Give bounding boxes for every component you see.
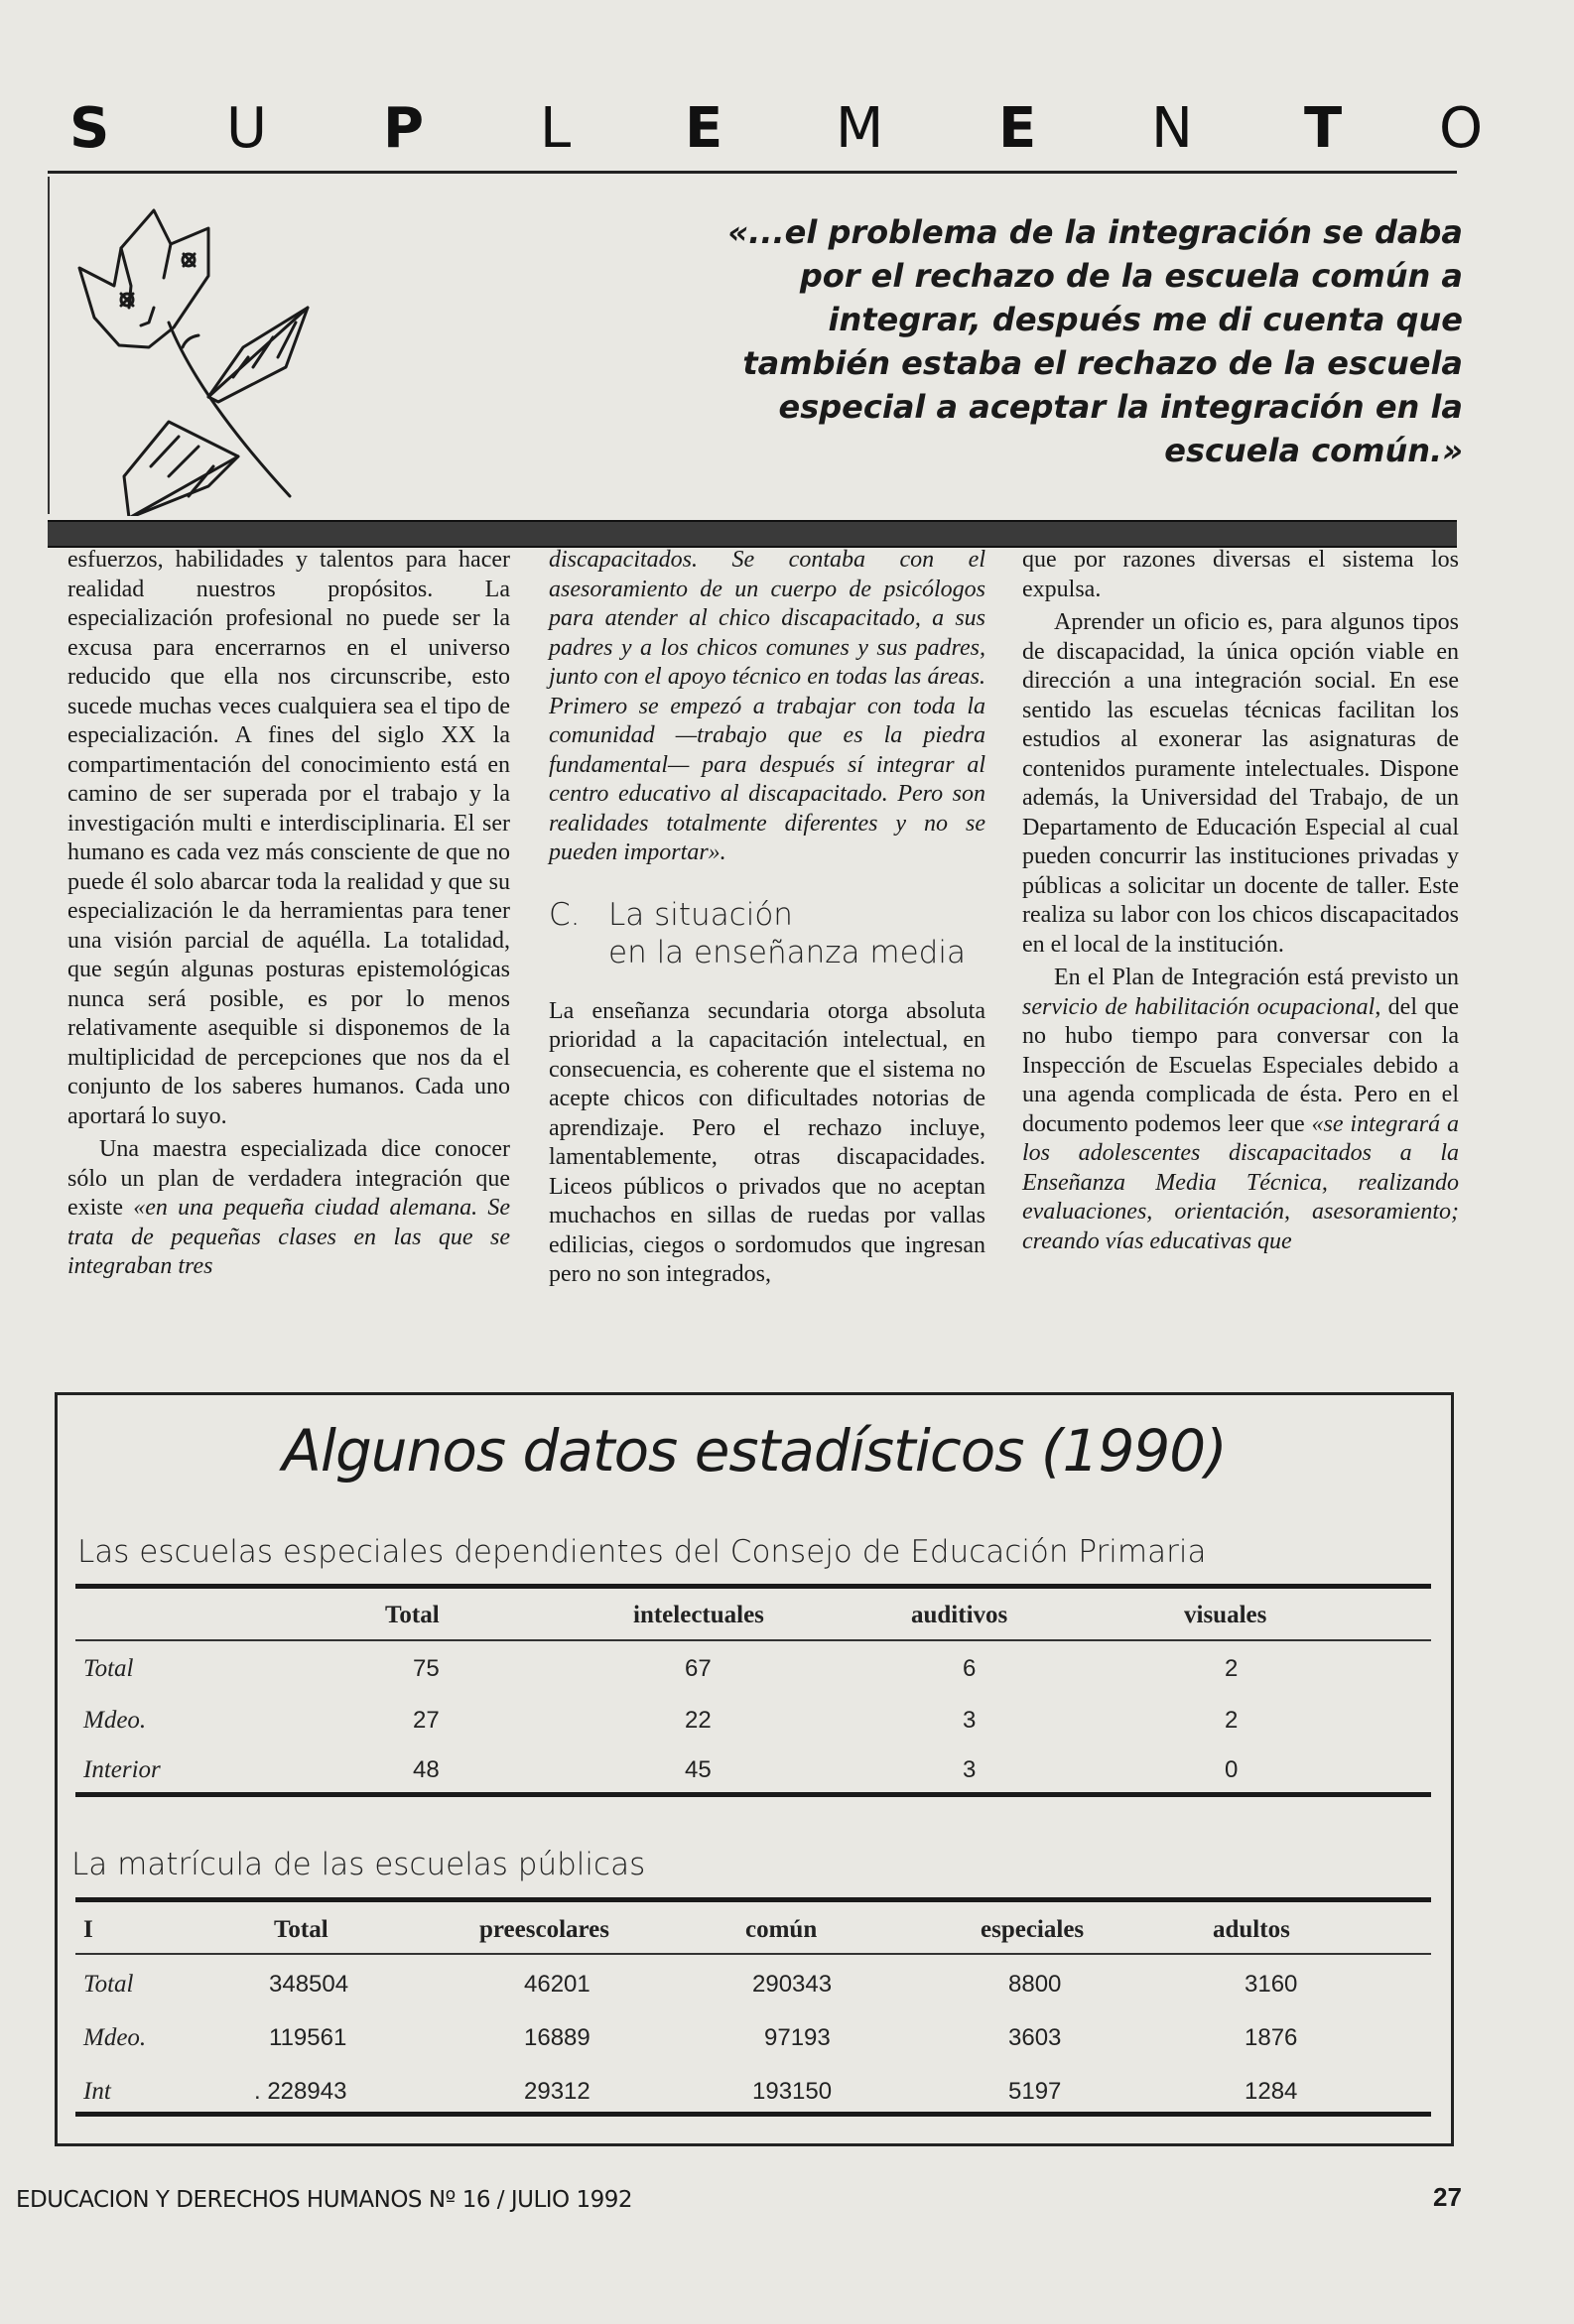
table-rule	[75, 2112, 1431, 2117]
table1-header: Total	[385, 1602, 440, 1628]
paragraph: La enseñanza secundaria otorga absoluta prioridad a la capacitación intelectual, en consecuencia, es coherente que el sistema no acepte chicos con dificultades notorias de aprendizaje. Pero el rechazo incluye, lamentablemente, otras discapacidades. Liceos públicos o privados que no aceptan muchachos en sillas de ruedas por vallas edilicias, ciegos o sordomudos que ingresan pero no son integrados,	[549, 997, 985, 1287]
table2-cell: 3603	[1008, 2024, 1062, 2051]
paragraph-text: , del que no hubo tiempo para conversar con la Inspección de Escuelas Especiales debido a una agenda complicada de ésta. Pero en el documento podemos leer que	[1022, 993, 1459, 1137]
paragraph-text: En el Plan de Integración está previsto un	[1054, 965, 1459, 990]
table1-cell: 45	[685, 1756, 712, 1783]
table-rule	[75, 1792, 1431, 1797]
italic-quote: discapacitados. Se contaba con el asesoramiento de un cuerpo de psicólogos para atender al chico discapacitado, a sus padres y a los chicos comunes y sus padres, junto con el apoyo técnico en todas las áreas. Primero se empezó a trabajar con toda la comunidad —trabajo que es la piedra fundamental— para después sí integrar al centro educativo al discapacitado. Pero son realidades totalmente diferentes y no se pueden importar».	[549, 547, 985, 865]
statistics-box	[55, 1392, 1454, 2146]
table1-cell: 67	[685, 1655, 712, 1682]
table2-header: Total	[274, 1916, 328, 1943]
section-letter: C.	[549, 896, 581, 933]
table2-cell: 16889	[524, 2024, 590, 2051]
table2-cell: 348504	[269, 1971, 349, 1998]
table2-row-label: Mdeo.	[83, 2024, 147, 2051]
article-column-3	[1022, 546, 1459, 1256]
table2-cell: 8800	[1008, 1971, 1062, 1998]
table1-header: visuales	[1184, 1602, 1267, 1628]
table1-row-label: Mdeo.	[83, 1707, 147, 1734]
table2-cell: 3160	[1245, 1971, 1298, 1998]
table1-caption: Las escuelas especiales dependientes del Consejo de Educación Primaria	[77, 1534, 1207, 1570]
masthead-letter: U	[226, 96, 267, 161]
table1-header: intelectuales	[633, 1602, 764, 1628]
section-title-line1: La situación	[608, 896, 793, 933]
table-rule	[75, 1897, 1431, 1902]
table1-cell: 0	[1225, 1756, 1239, 1783]
table2-corner-mark: I	[83, 1916, 93, 1943]
italic-term: servicio de habilitación ocupacional	[1022, 993, 1376, 1020]
table1-cell: 27	[413, 1707, 440, 1734]
table2-cell: 5197	[1008, 2078, 1062, 2105]
table1-row-label: Total	[83, 1655, 134, 1682]
table1-cell: 3	[963, 1756, 977, 1783]
page-number: 27	[1433, 2182, 1462, 2212]
table2-row-label: Int	[83, 2078, 111, 2105]
paragraph-text: Una maestra especializada dice conocer sólo un plan de verdadera integración que existe	[67, 1136, 510, 1221]
statistics-title: Algunos datos estadísticos (1990)	[282, 1417, 1227, 1485]
article-column-2	[549, 546, 985, 1290]
table1-cell: 2	[1225, 1707, 1239, 1734]
table1-header: auditivos	[911, 1602, 1008, 1628]
table2-header: adultos	[1213, 1916, 1290, 1943]
table2-cell: 1284	[1245, 2078, 1298, 2105]
table2-cell: 193150	[752, 2078, 833, 2105]
table1-row-label: Interior	[83, 1756, 161, 1783]
masthead-letter: P	[383, 96, 425, 161]
table1-cell: 2	[1225, 1655, 1239, 1682]
table2-cell: 29312	[524, 2078, 590, 2105]
paragraph	[67, 1135, 510, 1282]
footer-publication: EDUCACION Y DERECHOS HUMANOS Nº 16 / JULIO 1992	[16, 2187, 632, 2213]
article-column-1	[67, 546, 510, 1282]
table2-row-label: Total	[83, 1971, 134, 1998]
paragraph: esfuerzos, habilidades y talentos para hacer realidad nuestros propósitos. La especialización profesional no puede ser la excusa para encerrarnos en el universo reducido que ella nos circunscribe, esto sucede muchas veces cualquiera sea el tipo de especialización. A fines del siglo XX la compartimentación del conocimiento está en camino de ser superada por el trabajo y la investigación multi e interdisciplinaria. El ser humano es cada vez más consciente de que no puede él solo abarcar toda la realidad y que su especialización le da herramientas para tener una visión parcial de aquélla. La totalidad, que según algunas posturas epistemológicas nunca será posible, es por lo menos relativamente asequible si disponemos de la multiplicidad de percepciones que nos da el conjunto de los saberes humanos. Cada uno aportará lo suyo.	[67, 547, 510, 1129]
table1-cell: 75	[413, 1655, 440, 1682]
table2-cell: 119561	[269, 2024, 347, 2051]
table-rule	[75, 1953, 1431, 1955]
masthead-letter: S	[69, 96, 110, 161]
masthead-letter: E	[998, 96, 1037, 161]
table2-caption: La matrícula de las escuelas públicas	[71, 1847, 646, 1882]
table2-cell: 46201	[524, 1971, 590, 1998]
masthead-letter: T	[1304, 96, 1343, 161]
italic-quote: «en una pequeña ciudad alemana. Se trata de pequeñas clases en las que se integraban tres	[67, 1195, 510, 1279]
section-heading	[549, 896, 985, 971]
table-rule	[75, 1639, 1431, 1641]
table2-header: preescolares	[479, 1916, 609, 1943]
masthead-letter: M	[836, 96, 884, 161]
table1-cell: 22	[685, 1707, 712, 1734]
paragraph	[1022, 964, 1459, 1256]
masthead-letter: O	[1439, 96, 1484, 161]
masthead-letter: N	[1151, 96, 1193, 161]
table2-cell: 290343	[752, 1971, 833, 1998]
table2-cell: 1876	[1245, 2024, 1298, 2051]
pull-quote: «...el problema de la integración se daba por el rechazo de la escuela común a integrar, después me di cuenta que también estaba el rechazo de la escuela especial a aceptar la integración en la escuela común.»	[727, 213, 1463, 469]
table1-cell: 3	[963, 1707, 977, 1734]
section-title-line2: en la enseñanza media	[608, 934, 966, 970]
italic-quote: «se integrará a los adolescentes discapacitados a la Enseñanza Media Técnica, realizando evaluaciones, orientación, asesoramiento; creando vías educativas que	[1022, 1110, 1459, 1254]
table2-cell: 97193	[764, 2024, 831, 2051]
masthead-letter: E	[685, 96, 723, 161]
paragraph: Aprender un oficio es, para algunos tipos de discapacidad, la única opción viable en dirección a una integración social. En ese sentido las escuelas técnicas facilitan los estudios al exonerar las asignaturas de contenidos puramente intelectuales. Dispone además, la Universidad del Trabajo, de un Departamento de Educación Especial al cual pueden concurrir las instituciones privadas y públicas a solicitar un docente de taller. Este realiza su labor con los chicos discapacitados en el local de la institución.	[1022, 609, 1459, 958]
paragraph: que por razones diversas el sistema los expulsa.	[1022, 547, 1459, 602]
table-rule	[75, 1584, 1431, 1589]
table2-header: común	[745, 1916, 818, 1943]
masthead-rule	[48, 171, 1457, 174]
masthead	[69, 94, 1484, 174]
flower-illustration	[60, 198, 377, 516]
table1-cell: 6	[963, 1655, 977, 1682]
dark-band-divider	[48, 520, 1457, 548]
masthead-letter: L	[540, 96, 572, 161]
table2-header: especiales	[981, 1916, 1085, 1943]
table1-cell: 48	[413, 1756, 440, 1783]
table2-cell: . 228943	[254, 2078, 347, 2105]
